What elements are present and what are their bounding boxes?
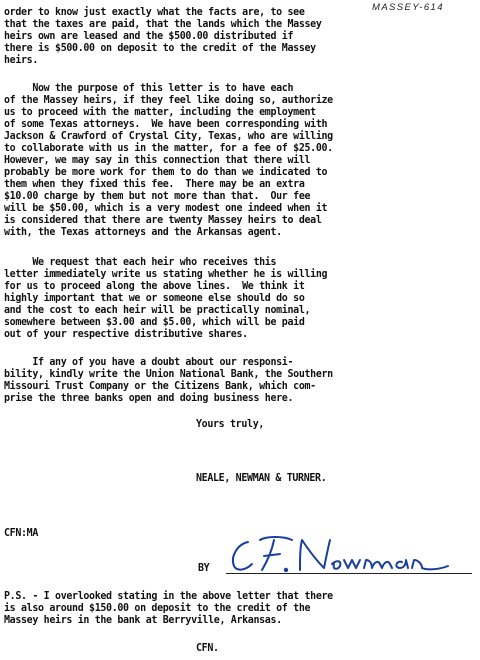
- paragraph-4-line: prise the three banks open and doing business here.: [4, 392, 294, 404]
- paragraph-2-line: is considered that there are twenty Massey heirs to deal: [4, 214, 322, 226]
- signature-line: [226, 573, 472, 574]
- paragraph-4-line: Missouri Trust Company or the Citizens Bank, which com-: [4, 380, 316, 392]
- paragraph-3-line: out of your respective distributive shares.: [4, 328, 248, 340]
- paragraph-2-line: $10.00 charge by them but not more than that. Our fee: [4, 190, 311, 202]
- paragraph-3-line: somewhere between $3.00 and $5.00, which will be paid: [4, 316, 305, 328]
- paragraph-1-line: there is $500.00 on deposit to the credit of the Massey: [4, 42, 316, 54]
- paragraph-1-line: order to know just exactly what the facts are, to see: [4, 6, 305, 18]
- postscript-initials: CFN.: [196, 642, 219, 654]
- paragraph-2-line: us to proceed with the matter, including the employment: [4, 106, 316, 118]
- paragraph-1-line: that the taxes are paid, that the lands which the Massey: [4, 18, 322, 30]
- postscript-line: P.S. - I overlooked stating in the above letter that there: [4, 590, 333, 602]
- typist-initials: CFN:MA: [4, 527, 39, 539]
- paragraph-2-line: However, we may say in this connection that there will: [4, 154, 311, 166]
- paragraph-3-line: letter immediately write us stating whether he is willing: [4, 268, 328, 280]
- paragraph-4-line: If any of you have a doubt about our responsi-: [4, 356, 294, 368]
- postscript-line: Massey heirs in the bank at Berryville, Arkansas.: [4, 614, 282, 626]
- paragraph-3-line: We request that each heir who receives this: [4, 256, 277, 268]
- paragraph-2-line: probably be more work for them to do than we indicated to: [4, 166, 328, 178]
- file-tag: MASSEY-614: [372, 2, 444, 13]
- paragraph-2-line: with, the Texas attorneys and the Arkansas agent.: [4, 226, 282, 238]
- paragraph-2-line: them when they fixed this fee. There may be an extra: [4, 178, 305, 190]
- paragraph-1-line: heirs own are leased and the $500.00 distributed if: [4, 30, 294, 42]
- paragraph-2-line: Now the purpose of this letter is to have each: [4, 82, 294, 94]
- paragraph-4-line: bility, kindly write the Union National Bank, the Southern: [4, 368, 333, 380]
- paragraph-2-line: of some Texas attorneys. We have been corresponding with: [4, 118, 328, 130]
- paragraph-2-line: to collaborate with us in the matter, for a fee of $25.00.: [4, 142, 333, 154]
- handwritten-signature: [226, 534, 456, 578]
- postscript-line: is also around $150.00 on deposit to the credit of the: [4, 602, 311, 614]
- paragraph-3-line: and the cost to each heir will be practically nominal,: [4, 304, 311, 316]
- paragraph-1-line: heirs.: [4, 54, 39, 66]
- firm-name: NEALE, NEWMAN & TURNER.: [196, 472, 327, 484]
- paragraph-2-line: Jackson & Crawford of Crystal City, Texas, who are willing: [4, 130, 333, 142]
- paragraph-3-line: highly important that we or someone else should do so: [4, 292, 305, 304]
- by-label: BY: [198, 562, 210, 574]
- paragraph-2-line: will be $50.00, which is a very modest one indeed when it: [4, 202, 328, 214]
- paragraph-2-line: of the Massey heirs, if they feel like doing so, authorize: [4, 94, 333, 106]
- paragraph-3-line: for us to proceed along the above lines. We think it: [4, 280, 305, 292]
- closing: Yours truly,: [196, 418, 265, 430]
